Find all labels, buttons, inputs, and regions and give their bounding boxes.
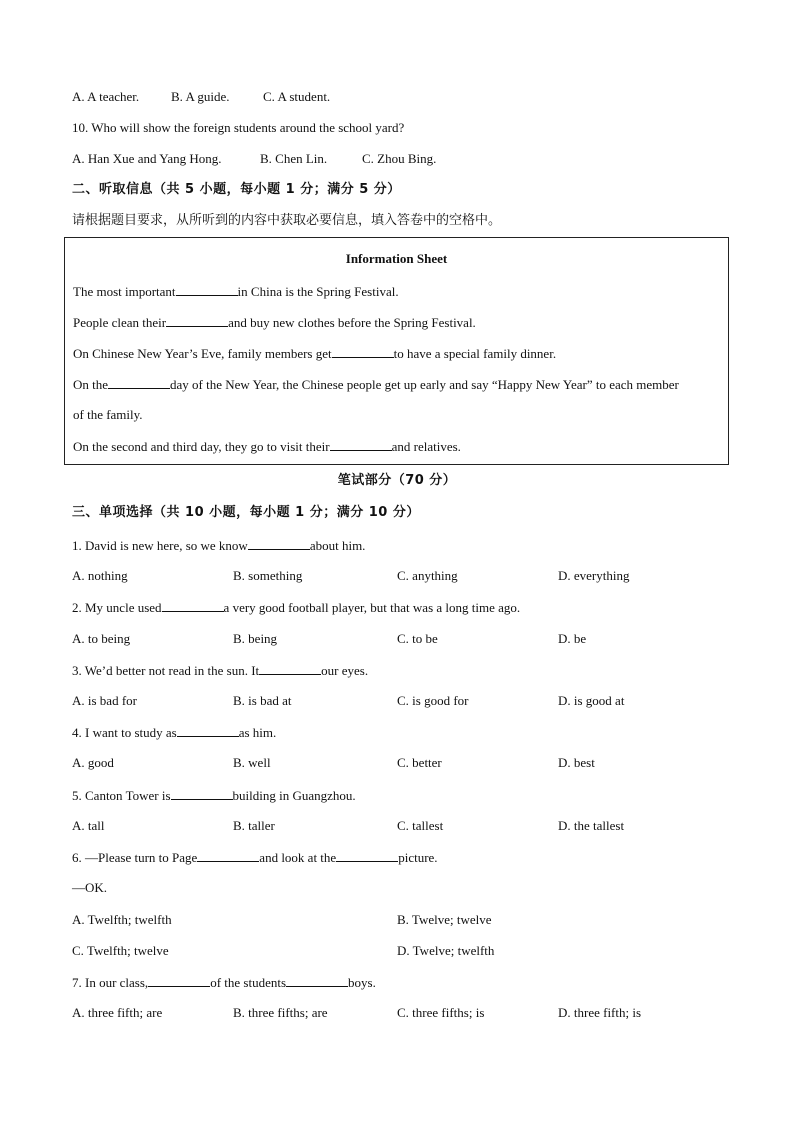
section-3-title: 三、单项选择（共 10 小题，每小题 1 分；满分 10 分）	[72, 505, 420, 520]
answer-blank	[166, 314, 228, 327]
question-5-option-a: A. tall	[72, 818, 105, 833]
question-2-start: 2. My uncle used	[72, 600, 162, 615]
info-line-4-start: On the	[73, 377, 109, 392]
answer-blank	[330, 438, 392, 451]
question-1-option-c: C. anything	[397, 568, 458, 583]
question-7-stem	[72, 974, 376, 991]
info-line-6	[73, 438, 461, 455]
question-6-option-b: B. Twelve; twelve	[397, 912, 492, 927]
info-line-5: of the family.	[73, 407, 143, 422]
question-2-option-b: B. being	[233, 631, 278, 646]
question-6-middle: and look at the	[259, 850, 337, 865]
question-4-option-d: D. best	[558, 755, 595, 770]
question-3-option-d: D. is good at	[558, 693, 625, 708]
info-line-4	[73, 376, 679, 393]
answer-blank	[177, 724, 239, 737]
question-2-end: a very good football player, but that was a long time ago.	[223, 600, 521, 615]
info-line-6-start: On the second and third day, they go to visit their	[73, 439, 330, 454]
info-line-3-start: On Chinese New Year’s Eve, family members get	[73, 346, 332, 361]
question-2-option-a: A. to being	[72, 631, 131, 646]
question-1-end: about him.	[309, 538, 366, 553]
question-7-option-b: B. three fifths; are	[233, 1005, 328, 1020]
question-1-option-b: B. something	[233, 568, 303, 583]
question-3-option-b: B. is bad at	[233, 693, 292, 708]
question-4-option-c: C. better	[397, 755, 442, 770]
info-line-6-end: and relatives.	[391, 439, 461, 454]
question-6-end: picture.	[398, 850, 438, 865]
option-a: A. A teacher.	[72, 89, 140, 104]
info-line-1-end: in China is the Spring Festival.	[237, 284, 399, 299]
question-2-option-d: D. be	[558, 631, 587, 646]
answer-blank	[286, 974, 348, 987]
question-6-reply: —OK.	[72, 880, 108, 895]
question-7-option-c: C. three fifths; is	[397, 1005, 485, 1020]
option-c: C. A student.	[263, 89, 331, 104]
question-10-option-a: A. Han Xue and Yang Hong.	[72, 151, 222, 166]
question-10-option-b: B. Chen Lin.	[260, 151, 328, 166]
question-2-stem	[72, 599, 520, 616]
question-3-stem	[72, 662, 368, 679]
answer-blank	[197, 849, 259, 862]
question-6-stem	[72, 849, 438, 866]
written-part-title: 笔试部分（70 分）	[337, 473, 457, 488]
info-line-4-end: day of the New Year, the Chinese people get up early and say “Happy New Year” to each member	[170, 377, 679, 392]
question-5-option-b: B. taller	[233, 818, 275, 833]
info-line-2	[73, 314, 476, 331]
question-1-stem	[72, 537, 365, 554]
question-6-option-d: D. Twelve; twelfth	[397, 943, 495, 958]
question-5-stem	[72, 787, 356, 804]
answer-blank	[332, 345, 394, 358]
answer-blank	[259, 662, 321, 675]
question-5-start: 5. Canton Tower is	[72, 788, 171, 803]
question-4-start: 4. I want to study as	[72, 725, 177, 740]
question-6-start: 6. —Please turn to Page	[72, 850, 198, 865]
answer-blank	[148, 974, 210, 987]
question-5-end: building in Guangzhou.	[232, 788, 356, 803]
question-1-start: 1. David is new here, so we know	[72, 538, 248, 553]
question-4-stem	[72, 724, 276, 741]
question-3-option-c: C. is good for	[397, 693, 469, 708]
section-2-title: 二、听取信息（共 5 小题，每小题 1 分；满分 5 分）	[72, 182, 401, 197]
answer-blank	[248, 537, 310, 550]
answer-blank	[162, 599, 224, 612]
info-line-1-start: The most important	[73, 284, 176, 299]
question-3-option-a: A. is bad for	[72, 693, 137, 708]
question-7-start: 7. In our class,	[72, 975, 149, 990]
question-7-middle: of the students	[210, 975, 287, 990]
question-10-option-c: C. Zhou Bing.	[362, 151, 437, 166]
option-b: B. A guide.	[171, 89, 230, 104]
question-10-stem: 10. Who will show the foreign students around the school yard?	[72, 120, 405, 135]
info-line-2-end: and buy new clothes before the Spring Festival.	[228, 315, 476, 330]
info-line-2-start: People clean their	[73, 315, 167, 330]
question-4-option-b: B. well	[233, 755, 271, 770]
answer-blank	[171, 787, 233, 800]
question-7-option-d: D. three fifth; is	[558, 1005, 642, 1020]
answer-blank	[336, 849, 398, 862]
question-6-option-a: A. Twelfth; twelfth	[72, 912, 172, 927]
question-7-option-a: A. three fifth; are	[72, 1005, 163, 1020]
question-5-option-d: D. the tallest	[558, 818, 625, 833]
information-sheet-box	[64, 237, 729, 465]
question-4-option-a: A. good	[72, 755, 114, 770]
info-line-3-end: to have a special family dinner.	[393, 346, 557, 361]
question-3-end: our eyes.	[321, 663, 369, 678]
question-3-start: 3. We’d better not read in the sun. It	[72, 663, 260, 678]
question-4-end: as him.	[238, 725, 277, 740]
answer-blank	[108, 376, 170, 389]
info-line-3	[73, 345, 556, 362]
information-sheet-title: Information Sheet	[345, 251, 448, 266]
info-line-1	[73, 283, 399, 300]
question-6-option-c: C. Twelfth; twelve	[72, 943, 169, 958]
question-5-option-c: C. tallest	[397, 818, 444, 833]
answer-blank	[176, 283, 238, 296]
question-7-end: boys.	[348, 975, 376, 990]
question-1-option-d: D. everything	[558, 568, 630, 583]
question-2-option-c: C. to be	[397, 631, 438, 646]
question-1-option-a: A. nothing	[72, 568, 128, 583]
section-2-instruction: 请根据题目要求，从所听到的内容中获取必要信息，填入答卷中的空格中。	[72, 213, 502, 228]
